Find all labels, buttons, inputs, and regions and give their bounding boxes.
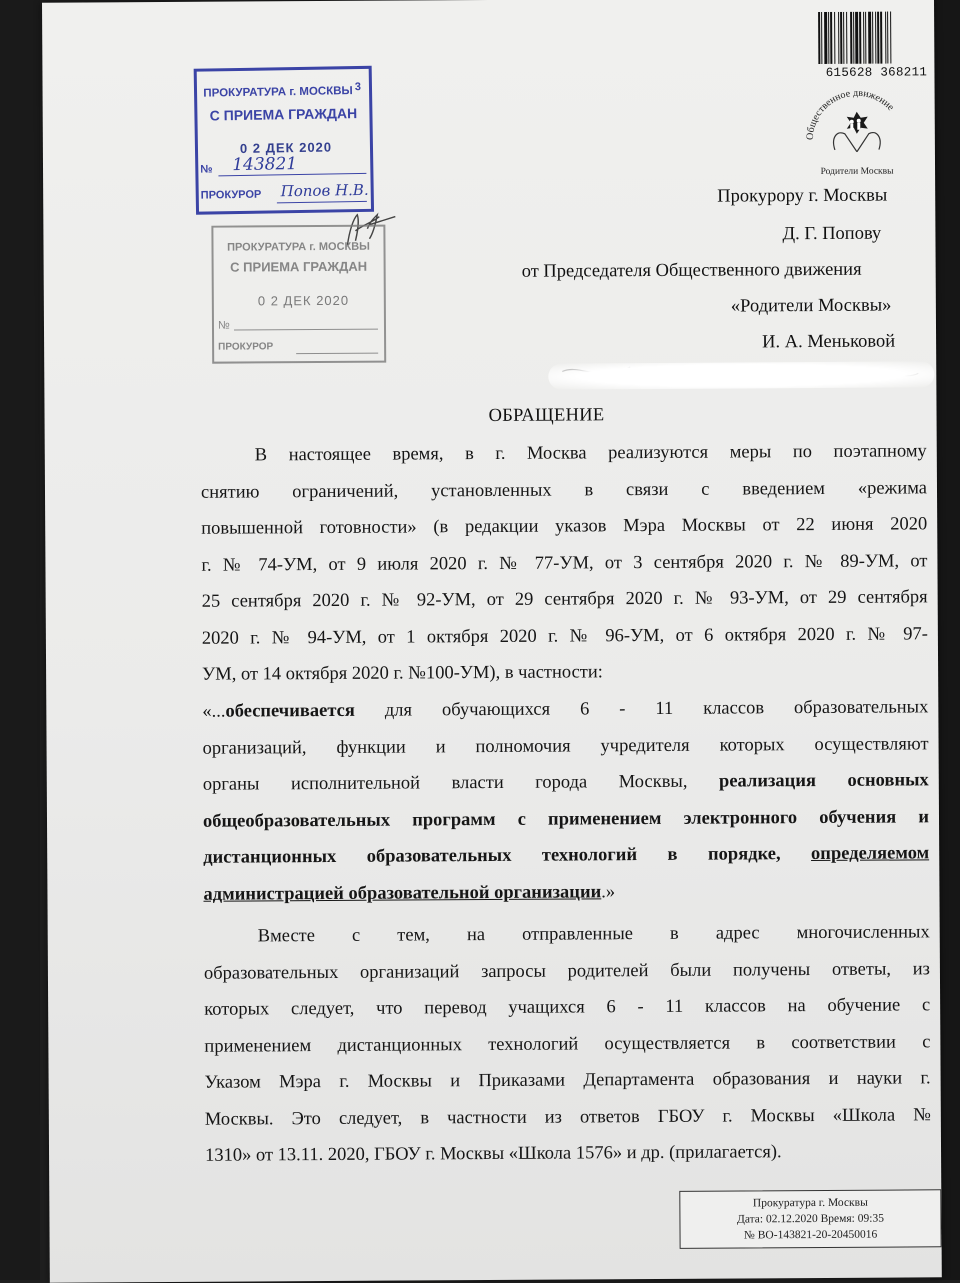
barcode-bar (865, 12, 866, 64)
barcode-bar (828, 12, 829, 64)
stamp-number: 3 (354, 80, 362, 94)
paragraph-line: 2020 г. № 94-УМ, от 1 октября 2020 г. № 96-УМ, от 6 октября 2020 г. № 97- (201, 623, 928, 649)
stamp-date: 0 2 ДЕК 2020 (239, 139, 333, 156)
paragraph-line: Указом Мэра г. Москвы и Приказами Департамента образования и науки г. (204, 1068, 931, 1093)
stamp-prosecutor-line (277, 201, 367, 203)
barcode-bar (868, 12, 871, 64)
quote-close: .» (601, 881, 616, 902)
barcode-bar (834, 12, 835, 64)
redaction-mark (548, 361, 934, 389)
stamp-no-handwritten: 143821 (232, 154, 298, 176)
stamp-gray-prosecutor-label: ПРОКУРОР (218, 341, 274, 353)
paragraph-line: В настоящее время, в г. Москва реализуются меры по поэтапному (254, 441, 927, 466)
barcode-bar (890, 12, 891, 64)
barcode-bar (877, 12, 879, 64)
barcode-bar (855, 12, 858, 64)
quote-bold-underlined: администрацией образовательной организации (203, 881, 602, 905)
sender-line-3: И. А. Меньковой (762, 331, 896, 353)
addressee-line-1: Прокурору г. Москвы (717, 185, 888, 207)
stamp-office: ПРОКУРАТУРА г. МОСКВЫ (203, 85, 353, 100)
paragraph-line: повышенной готовности» (в редакции указов Мэра Москвы от 22 июня 2020 (201, 514, 928, 539)
barcode-bar (863, 12, 864, 64)
reception-stamp-gray (211, 225, 386, 364)
registration-office: Прокуратура г. Москвы (752, 1196, 868, 1210)
stamp-no-label: № (200, 163, 213, 176)
stamp-reception: С ПРИЕМА ГРАЖДАН (209, 105, 358, 124)
quote-line: организаций, функции и полномочия учредителя которых осуществляют (202, 733, 929, 759)
sender-line-1: от Председателя Общественного движения (521, 259, 862, 282)
stamp-prosecutor-label: ПРОКУРОР (200, 188, 262, 202)
stamp-prosecutor-handwritten: Попов Н.В. (280, 180, 369, 201)
quote-bold: реализация основных (718, 770, 929, 792)
barcode-bar (840, 12, 842, 64)
barcode-bar (838, 12, 839, 64)
barcode-bar (885, 12, 886, 64)
quote-text: органы исполнительной власти города Москвы, (202, 771, 720, 795)
paragraph-line: УМ, от 14 октября 2020 г. №100-УМ), в частности: (202, 662, 603, 685)
barcode-bar (818, 12, 820, 64)
paragraph-line: 1310» от 13.11. 2020, ГБОУ г. Москвы «Школа 1576» и др. (прилагается). (204, 1142, 782, 1166)
quote-line (203, 835, 929, 876)
quote-text: для обучающихся 6 - 11 классов образовательных (354, 697, 929, 721)
barcode (816, 11, 934, 70)
stamp-gray-date: 0 2 ДЕК 2020 (257, 292, 350, 309)
quote-bold: общеобразовательных программ с применением электронного обучения и (202, 806, 930, 832)
quote-bold: дистанционных образовательных технологий в порядке, (203, 844, 812, 868)
barcode-bar (843, 12, 844, 64)
paragraph-line: которых следует, что перевод учащихся 6 - 11 классов на обучение с (204, 995, 931, 1020)
registration-datetime: Дата: 02.12.2020 Время: 09:35 (736, 1212, 884, 1226)
paragraph-line: 25 сентября 2020 г. № 92-УМ, от 29 сентября 2020 г. № 93-УМ, от 29 сентября (201, 587, 928, 612)
quote-bold-underlined: определяемом (810, 843, 930, 865)
paragraph-line: Москвы. Это следует, в частности из ответов ГБОУ г. Москвы «Школа № (204, 1104, 931, 1130)
document-title: ОБРАЩЕНИЕ (488, 405, 605, 427)
stamp-gray-reception: С ПРИЕМА ГРАЖДАН (230, 258, 368, 275)
barcode-bar (821, 12, 822, 64)
organization-logo (794, 77, 919, 178)
stamp-gray-prosecutor-line (296, 353, 378, 355)
stamp-gray-no-line (234, 329, 378, 331)
stamp-gray-no-label: № (217, 319, 230, 332)
quote-bold: обеспечивается (225, 700, 355, 722)
barcode-number: 615628 368211 (825, 65, 928, 80)
quote-line (203, 762, 929, 803)
barcode-bar (824, 12, 827, 64)
background-left (0, 0, 40, 1280)
paragraph-line: применением дистанционных технологий осуществляется в соответствии с (204, 1031, 931, 1057)
paragraph-line: г. № 74-УМ, от 9 июля 2020 г. № 77-УМ, от 3 сентября 2020 г. № 89-УМ, от (201, 550, 928, 576)
stamp-gray-office: ПРОКУРАТУРА г. МОСКВЫ (227, 240, 370, 254)
barcode-bar (830, 12, 832, 64)
barcode-bar (872, 12, 873, 64)
logo-bottom-text: Родители Москвы (820, 166, 894, 177)
paragraph-line: Вместе с тем, на отправленные в адрес многочисленных (257, 922, 930, 947)
barcode-bar (880, 12, 882, 64)
registration-stamp (679, 1189, 941, 1249)
addressee-line-2: Д. Г. Попову (782, 223, 882, 245)
barcode-bar (859, 12, 861, 64)
hands-family-icon (833, 112, 880, 152)
paragraph-1 (201, 433, 929, 693)
sender-line-2: «Родители Москвы» (730, 295, 892, 317)
barcode-bar (846, 12, 847, 64)
barcode-bar (875, 12, 876, 64)
registration-number: № ВО-143821-20-20450016 (743, 1228, 878, 1242)
svg-text:Общественное движение (804, 87, 896, 140)
paragraph-line: снятию ограничений, установленных в связи с введением «режима (200, 477, 928, 503)
reception-stamp-blue (194, 66, 374, 215)
quote-open: «... (202, 701, 226, 722)
quote-line (203, 872, 929, 913)
paragraph-3 (204, 914, 932, 1174)
document-page (42, 0, 942, 1283)
paragraph-line: образовательных организаций запросы родителей были получены ответы, из (203, 958, 930, 984)
barcode-bar (853, 12, 854, 64)
logo-top-text: Общественное движение (804, 87, 897, 141)
quote-line (202, 689, 928, 730)
barcode-bar (887, 12, 888, 64)
quote-line (203, 799, 929, 840)
quote-paragraph (202, 689, 929, 912)
barcode-bar (850, 12, 852, 64)
